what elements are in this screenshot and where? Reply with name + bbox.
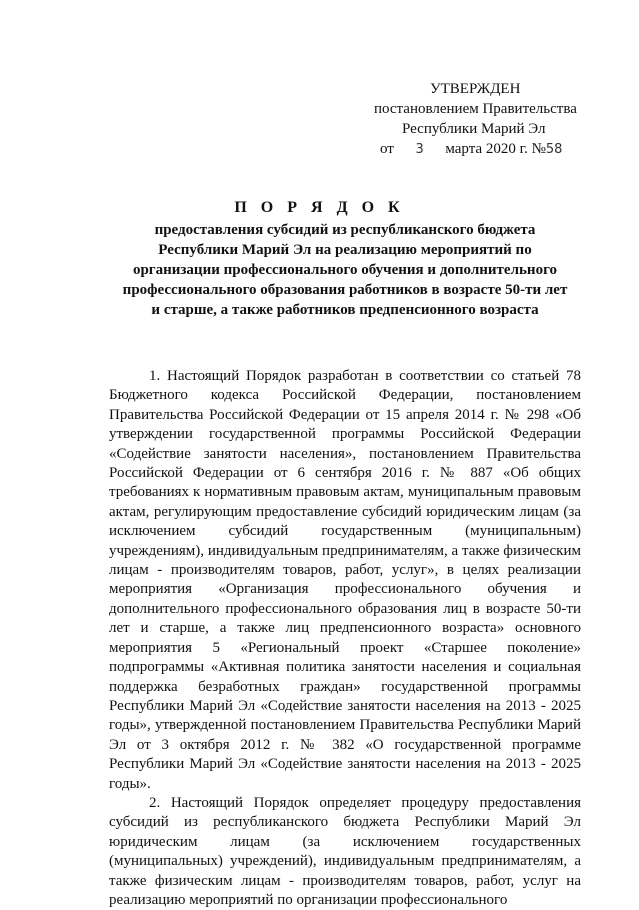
approval-date-line	[380, 140, 562, 160]
approval-date-prefix: от	[380, 141, 394, 157]
paragraph-2: 2. Настоящий Порядок определяет процедуру предоставления субсидий из республиканского бюджета Республики Марий Эл юридическим лицам (за исключением государственных (муниципальных) учреждений), индивидуальным предпринимателям, а также физическим лицам - производителям товаров, работ, услуг на реализацию мероприятий по организации профессионального	[109, 794, 581, 908]
document-body	[109, 367, 581, 910]
document-subtitle: предоставления субсидий из республиканского бюджета Республики Марий Эл на реализацию мероприятий по организации профессионального обучения и дополнительного профессионального образования работников в возрасте 50-ти лет и старше, а также работников предпенсионного возраста	[122, 222, 568, 318]
approval-title: УТВЕРЖДЕН	[430, 81, 521, 97]
approval-number: 58	[545, 142, 563, 157]
approval-day: 3	[415, 142, 424, 157]
approval-month-year: марта 2020 г. №	[445, 141, 546, 157]
approval-line-2: Республики Марий Эл	[402, 121, 546, 137]
document-title: П О Р Я Д О К	[234, 199, 405, 216]
paragraph-1: 1. Настоящий Порядок разработан в соответствии со статьей 78 Бюджетного кодекса Российской Федерации, постановлением Правительства Российской Федерации от 15 апреля 2014 г. № 298 «Об утверждении государственной программы Российской Федерации «Содействие занятости населения», постановлением Правительства Российской Федерации от 6 сентября 2016 г. № 887 «Об общих требованиях к нормативным правовым актам, муниципальным правовым актам, регулирующим предоставление субсидий юридическим лицам (за исключением субсидий государственным (муниципальным) учреждениям), индивидуальным предпринимателям, а также физическим лицам - производителям товаров, работ, услуг», в целях реализации мероприятия «Организация профессионального обучения и дополнительного профессионального образования лиц в возрасте 50-ти лет и старше, а также лиц предпенсионного возраста» основного мероприятия 5 «Региональный проект «Старшее поколение» подпрограммы «Активная политика занятости населения и социальная поддержка безработных граждан» государственной программы Республики Марий Эл «Содействие занятости населения на 2013 - 2025 годы», утвержденной постановлением Правительства Республики Марий Эл от 3 октября 2012 г. № 382 «О государственной программе Республики Марий Эл «Содействие занятости населения на 2013 - 2025 годы».	[109, 368, 581, 792]
approval-line-1: постановлением Правительства	[374, 101, 577, 117]
